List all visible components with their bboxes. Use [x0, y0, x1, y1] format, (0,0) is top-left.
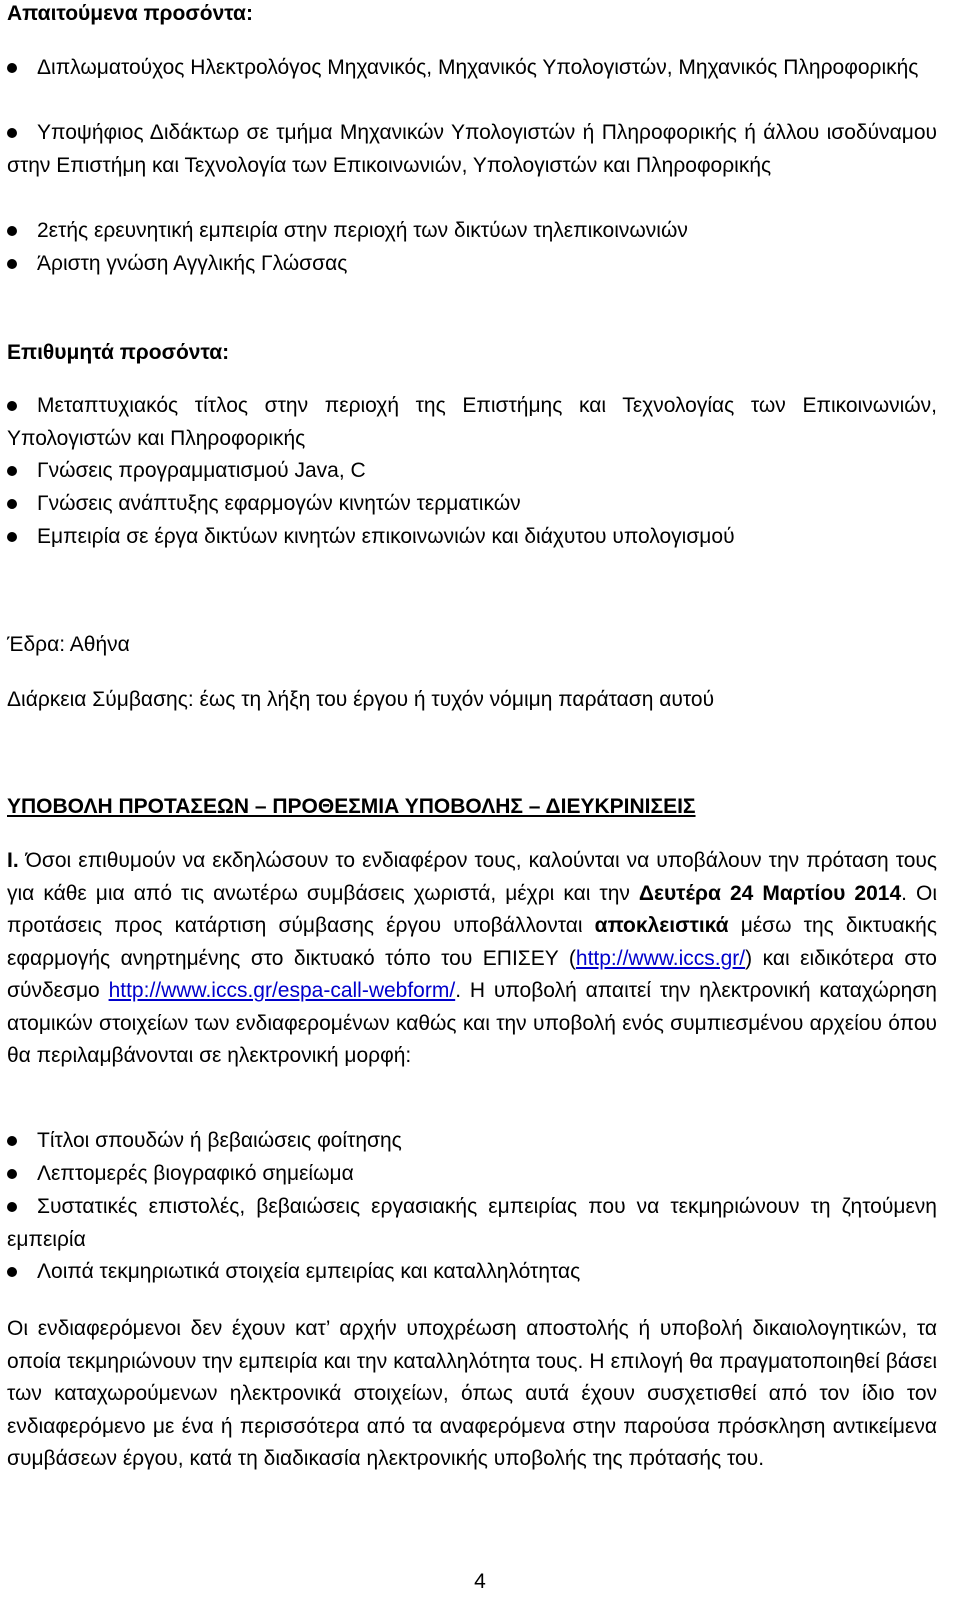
espa-call-webform-link[interactable]: http://www.iccs.gr/espa-call-webform/	[108, 979, 456, 1002]
list-item: Λεπτομερές βιογραφικό σημείωμα	[7, 1158, 937, 1191]
list-item: Άριστη γνώση Αγγλικής Γλώσσας	[7, 248, 937, 281]
list-item: Λοιπά τεκμηριωτικά στοιχεία εμπειρίας και καταλληλότητας	[7, 1256, 937, 1289]
required-list	[7, 52, 937, 281]
bullet-icon	[7, 63, 17, 73]
submission-title: ΥΠΟΒΟΛΗ ΠΡΟΤΑΣΕΩΝ – ΠΡΟΘΕΣΜΙΑ ΥΠΟΒΟΛΗΣ – ΔΙΕΥΚΡΙΝΙΣΕΙΣ	[7, 795, 696, 818]
bullet-icon	[7, 128, 17, 138]
list-item: 2ετής ερευνητική εμπειρία στην περιοχή των δικτύων τηλεπικοινωνιών	[7, 215, 937, 248]
duration-text: Διάρκεια Σύμβασης: έως τη λήξη του έργου ή τυχόν νόμιμη παράταση αυτού	[7, 688, 715, 711]
bullet-icon	[7, 259, 17, 269]
bullet-icon	[7, 1136, 17, 1146]
exclusively-text: αποκλειστικά	[594, 914, 729, 937]
location-text: Έδρα: Αθήνα	[7, 633, 130, 656]
documents-list	[7, 1125, 937, 1289]
bullet-icon	[7, 1202, 17, 1212]
list-item: Υποψήφιος Διδάκτωρ σε τμήμα Μηχανικών Υπολογιστών ή Πληροφορικής ή άλλου ισοδύναμου στην Επιστήμη και Τεχνολογία των Επικοινωνιών, Υπολογιστών και Πληροφορικής	[7, 121, 937, 177]
page-number: 4	[474, 1570, 486, 1593]
required-heading: Απαιτούμενα προσόντα:	[7, 2, 253, 25]
bullet-icon	[7, 1169, 17, 1179]
desired-heading: Επιθυμητά προσόντα:	[7, 341, 230, 364]
iccs-home-link[interactable]: http://www.iccs.gr/	[575, 946, 746, 970]
bullet-icon	[7, 1267, 17, 1277]
roman-numeral: Ι.	[7, 849, 19, 872]
list-item: Μεταπτυχιακός τίτλος στην περιοχή της Επιστήμης και Τεχνολογίας των Επικοινωνιών, Υπολογιστών και Πληροφορικής	[7, 394, 937, 450]
list-item: Διπλωματούχος Ηλεκτρολόγος Μηχανικός, Μηχανικός Υπολογιστών, Μηχανικός Πληροφορικής	[7, 52, 937, 117]
bullet-icon	[7, 401, 17, 411]
list-item: Συστατικές επιστολές, βεβαιώσεις εργασιακής εμπειρίας που να τεκμηριώνουν τη ζητούμενη εμπειρία	[7, 1195, 937, 1251]
list-item: Γνώσεις προγραμματισμού Java, C	[7, 455, 937, 488]
bullet-icon	[7, 499, 17, 509]
bullet-icon	[7, 466, 17, 476]
list-item: Γνώσεις ανάπτυξης εφαρμογών κινητών τερματικών	[7, 488, 937, 521]
list-item: Εμπειρία σε έργα δικτύων κινητών επικοινωνιών και διάχυτου υπολογισμού	[7, 521, 937, 554]
list-item: Τίτλοι σπουδών ή βεβαιώσεις φοίτησης	[7, 1125, 937, 1158]
deadline-text: Δευτέρα 24 Μαρτίου 2014	[638, 881, 902, 905]
bullet-icon	[7, 226, 17, 236]
bullet-icon	[7, 532, 17, 542]
submission-paragraph: Ι. Όσοι επιθυμούν να εκδηλώσουν το ενδιαφέρον τους, καλούνται να υποβάλουν την πρόταση τους για κάθε μια από τις ανωτέρω συμβάσεις χωριστά, μέχρι και την Δευτέρα 24 Μαρτίου 2014. Οι προτάσεις προς κατάρτιση σύμβασης έργου υποβάλλονται αποκλειστικά μέσω της δικτυακής εφαρμογής ανηρτημένης στο δικτυακό τόπο του ΕΠΙΣΕΥ (http://www.iccs.gr/) και ειδικότερα στο σύνδεσμο http://www.iccs.gr/espa-call-webform/. Η υποβολή απαιτεί την ηλεκτρονική καταχώρηση ατομικών στοιχείων των ενδιαφερομένων καθώς και την υποβολή ενός συμπιεσμένου αρχείου όπου θα περιλαμβάνονται σε ηλεκτρονική μορφή:	[7, 849, 937, 1067]
desired-list	[7, 390, 937, 554]
closing-paragraph: Οι ενδιαφερόμενοι δεν έχουν κατ’ αρχήν υποχρέωση αποστολής ή υποβολή δικαιολογητικών, τα οποία τεκμηριώνουν την εμπειρία και την καταλληλότητα τους. Η επιλογή θα πραγματοποιηθεί βάσει των καταχωρούμενων ηλεκτρονικά στοιχείων, όπως αυτά έχουν συσχετισθεί από τον ίδιο τον ενδιαφερόμενο με ένα ή περισσότερα από τα αναφερόμενα στην παρούσα πρόσκληση αντικείμενα συμβάσεων έργου, κατά τη διαδικασία ηλεκτρονικής υποβολής της πρότασής του.	[7, 1317, 937, 1470]
